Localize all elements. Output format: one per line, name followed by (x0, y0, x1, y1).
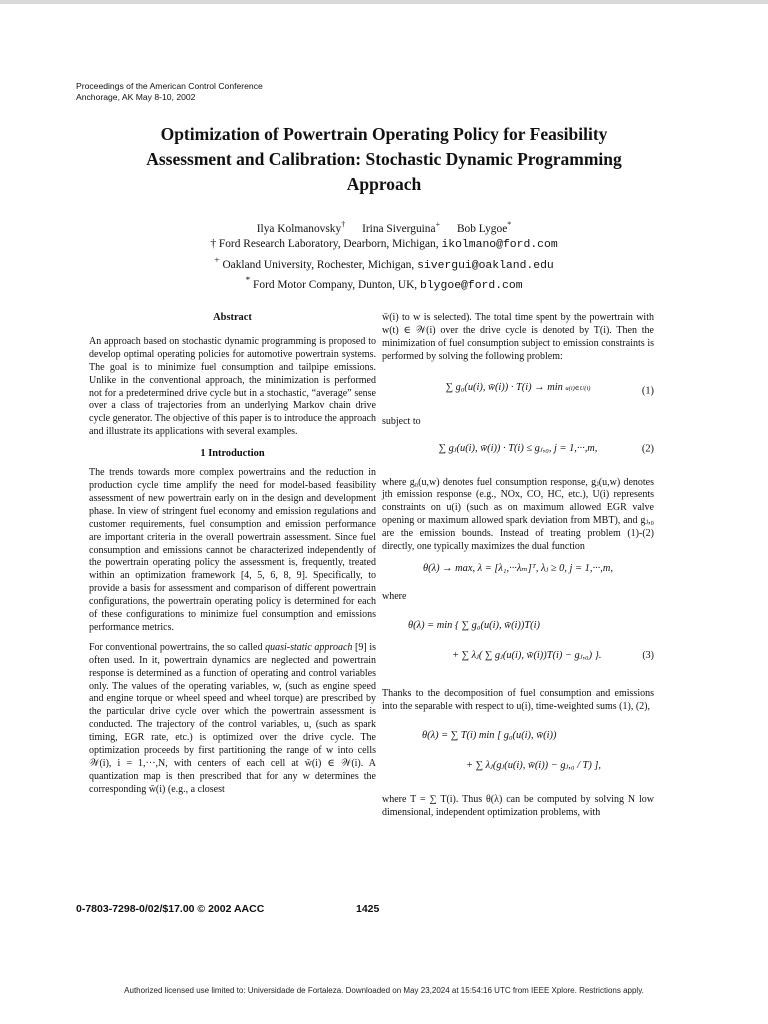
equation-3-number: (3) (642, 649, 654, 661)
left-column (89, 312, 376, 797)
intro-paragraph-2: For conventional powertrains, the so called quasi-static approach [9] is often used. In it, powertrain dynamics are neglected and powertrain response is determined as a function of operating and control variables only. The values of the operating variables, w, (such as engine speed and engine torque or wheel speed and wheel torque) are prescribed by the particular drive cycle over which the powertrain assessment is conducted. The trajectory of the control variables, u, (such as spark timing, EGR rate, etc.) is optimized over the drive cycle. The optimization proceeds by first partitioning the range of w into cells 𝒲(i), i = 1,···,N, with centers of each cell at w̄(i) ∈ 𝒲(i). A quantization map is then prescribed that for any w determines the corresponding w̄(i) (e.g., a closest (89, 641, 377, 795)
author-names (90, 217, 678, 237)
proceedings-header (76, 81, 263, 103)
dual-function: θ(λ) → max, λ = [λ₁,···λₘ]ᵀ, λⱼ ≥ 0, j = 1,···,m, (423, 562, 613, 574)
title-line-1: Optimization of Powertrain Operating Policy for Feasibility (160, 124, 608, 144)
equation-2: ∑ gⱼ(u(i), w̄(i)) · T(i) ≤ gⱼ,₀, j = 1,···,m, (2) (438, 442, 654, 455)
right-paragraph-2: where g₀(u,w) denotes fuel consumption response, gⱼ(u,w) denotes jth emission response (e.g., NOx, CO, HC, etc.), U(i) represents constraints on u(i) (such as on maximum allowed EGR valve opening or maximum allowed spark deviation from MBT), and gⱼ,₀ are the emission bounds. Instead of treating problem (1)-(2) directly, one typically maximizes the dual function (382, 476, 654, 553)
proceedings-line-2: Anchorage, AK May 8-10, 2002 (76, 92, 196, 102)
introduction-heading: 1 Introduction (200, 448, 265, 460)
author-block (90, 217, 678, 294)
equation-3-line-1: θ(λ) = min { ∑ g₀(u(i), w̄(i))T(i) (408, 619, 540, 631)
paper-title (90, 122, 678, 197)
equation-4-line-1: θ(λ) = ∑ T(i) min [ g₀(u(i), w̄(i)) (422, 729, 557, 741)
email-2: sivergui@oakland.edu (417, 259, 554, 272)
title-line-2: Assessment and Calibration: Stochastic Dynamic Programming (146, 149, 622, 169)
equation-2-number: (2) (641, 443, 654, 455)
right-paragraph-1: w̄(i) to w is selected). The total time spent by the powertrain with w(t) ∈ 𝒲(i) over the drive cycle is denoted by T(i). Then the minimization of fuel consumption subject to emission constraints is performed by solving the following problem: (382, 312, 654, 362)
affiliation-1: † Ford Research Laboratory, Dearborn, Michigan, ikolmano@ford.com (210, 238, 558, 252)
equation-4 (382, 714, 654, 786)
equation-4-line-2: + ∑ λⱼ(gⱼ(u(i), w̄(i)) − gⱼ,₀ / T) ], (466, 759, 602, 771)
equation-1: ∑ g₀(u(i), w̄(i)) · T(i) → min u(i)∈U(i) (1) (445, 381, 654, 397)
equation-3-line-2: + ∑ λⱼ( ∑ gⱼ(u(i), w̄(i))T(i) − gⱼ,₀) }. (452, 649, 602, 661)
intro-paragraph-1: The trends towards more complex powertrains and the reduction in production cycle time amplify the need for model-based feasibility assessment of new powertrain early on in the design and development phase. In view of stringent fuel economy and emission regulations and customer requirements, fuel consumption and emission performance are important criteria in the overall powertrain assessment. Since fuel consumption and emissions cannot be characterized independently of the powertrain operating policy the assessment is, frequently, treated within an optimization framework [4, 5, 6, 8, 9]. Specifically, to provide a basis for assessment and comparison of different powertrain configurations, the powertrain operating policy is determined for each of these configurations to minimize fuel consumption and emissions performance metrics. (89, 467, 376, 633)
affiliation-3: * Ford Motor Company, Dunton, UK, blygoe@ford.com (245, 275, 523, 292)
affiliation-2: + Oakland University, Rochester, Michigan, sivergui@oakland.edu (214, 255, 554, 272)
right-paragraph-4: where T = ∑ T(i). Thus θ(λ) can be computed by solving N low dimensional, independent optimization problems, with (382, 793, 654, 818)
abstract-heading: Abstract (213, 312, 252, 323)
equation-3 (382, 604, 654, 674)
author-1: Ilya Kolmanovsky† (256, 220, 346, 235)
title-line-3: Approach (346, 174, 422, 194)
where-label: where (382, 590, 407, 602)
email-1: ikolmano@ford.com (441, 239, 558, 252)
subject-to-label: subject to (382, 415, 421, 427)
page-number: 1425 (356, 903, 380, 915)
email-3: blygoe@ford.com (420, 279, 523, 292)
license-notice: Authorized licensed use limited to: Universidade de Fortaleza. Downloaded on May 23,2024 at 15:54:16 UTC from IEEE Xplore. Restrictions apply. (124, 986, 644, 995)
author-3: Bob Lygoe* (456, 220, 512, 235)
right-paragraph-3: Thanks to the decomposition of fuel consumption and emissions into the separable with respect to u(i), time-weighted sums (1), (2), (382, 687, 654, 712)
equation-1-number: (1) (641, 385, 654, 397)
abstract-text: An approach based on stochastic dynamic programming is proposed to develop optimal operating policies for automotive powertrain systems. The goal is to minimize fuel consumption and tailpipe emissions. Unlike in the conventional approach, the minimization is performed not for a predetermined drive cycle but in a stochastic, “average” sense over a class of trajectories from an underlying Markov chain drive cycle generator. The objective of this paper is to introduce the approach and illustrate its applications with several examples. (89, 335, 376, 438)
author-2: Irina Siverguina+ (362, 220, 441, 235)
proceedings-line-1: Proceedings of the American Control Conference (76, 81, 263, 91)
right-column (382, 312, 654, 819)
isbn-footer: 0-7803-7298-0/02/$17.00 © 2002 AACC (76, 903, 265, 915)
top-border (0, 0, 768, 4)
